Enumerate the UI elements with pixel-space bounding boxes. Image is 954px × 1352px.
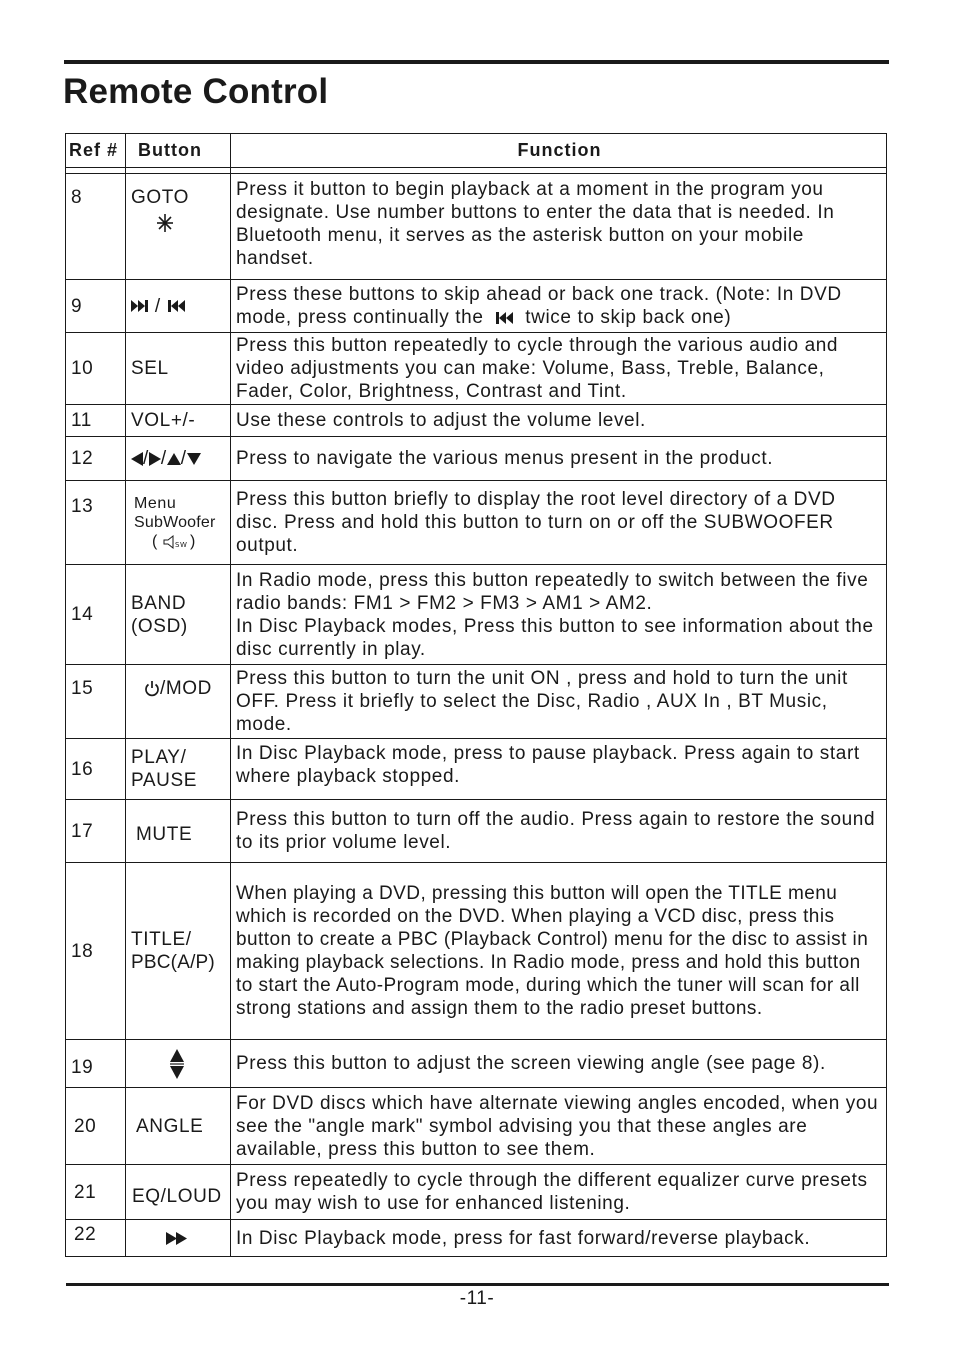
ref-cell: 8: [66, 174, 126, 280]
button-label: Menu: [134, 495, 177, 512]
function-cell: Press this button repeatedly to cycle through the various audio and video adjustments you can make: Volume, Bass, Treble, Balance, Fader, Color, Brightness, Contrast and Tint.: [231, 333, 887, 405]
table-row: [66, 800, 887, 863]
ref-cell: 14: [66, 565, 126, 665]
button-cell: VOL+/-: [126, 405, 231, 437]
ref-cell: 20: [66, 1088, 126, 1165]
table-row: [66, 1165, 887, 1220]
function-text: In Radio mode, press this button repeatedly to switch between the five radio bands: FM1 > FM2 > FM3 > AM1 > AM2.: [236, 569, 869, 614]
top-rule: [64, 60, 889, 64]
function-cell: In Disc Playback mode, press for fast forward/reverse playback.: [231, 1220, 887, 1257]
down-arrow-icon: [187, 453, 201, 465]
header-row: [66, 134, 887, 168]
table-row: [66, 333, 887, 405]
svg-text:SW: SW: [174, 540, 188, 549]
button-cell: ANGLE: [126, 1088, 231, 1165]
ref-cell: 19: [66, 1040, 126, 1088]
button-cell: [126, 1220, 231, 1257]
table-row: [66, 565, 887, 665]
button-cell: [126, 174, 231, 280]
up-arrow-icon: [167, 453, 181, 465]
ref-cell: 18: [66, 863, 126, 1040]
button-cell: [126, 665, 231, 739]
ref-cell: 15: [66, 665, 126, 739]
button-cell: [126, 1040, 231, 1088]
button-label: SubWoofer: [134, 514, 216, 531]
button-cell: / / /: [126, 437, 231, 481]
right-arrow-icon: [149, 452, 161, 466]
function-cell: Press repeatedly to cycle through the different equalizer curve presets you may wish to use for enhanced listening.: [231, 1165, 887, 1220]
table-row: [66, 1220, 887, 1257]
function-text: twice to skip back one): [525, 307, 732, 328]
function-cell: Press it button to begin playback at a moment in the program you designate. Use number buttons to enter the data that is needed. In Bluetooth menu, it serves as the asterisk button on your mobile handset.: [231, 174, 887, 280]
ref-cell: 13: [66, 481, 126, 565]
button-label: GOTO: [131, 187, 189, 208]
button-cell: [126, 280, 231, 333]
function-cell: Press this button to adjust the screen viewing angle (see page 8).: [231, 1040, 887, 1088]
button-cell: [126, 863, 231, 1040]
function-cell: Press this button to turn the unit ON , press and hold to turn the unit OFF. Press it briefly to select the Disc, Radio , AUX In , BT Music, mode.: [231, 665, 887, 739]
table-row: [66, 739, 887, 800]
ref-cell: 16: [66, 739, 126, 800]
page-title: Remote Control: [63, 72, 329, 111]
page-number: -11-: [459, 1288, 495, 1309]
asterisk-icon: [155, 213, 175, 233]
previous-track-icon: [167, 300, 185, 312]
button-cell: [126, 565, 231, 665]
header-ref: Ref #: [66, 134, 126, 168]
function-text: In Disc Playback modes, Press this button to see information about the disc currently in play.: [236, 615, 874, 660]
table-row: [66, 665, 887, 739]
table-row: [66, 174, 887, 280]
button-label: BAND: [131, 592, 187, 614]
bottom-rule: [66, 1283, 889, 1286]
power-icon: [144, 680, 160, 697]
function-cell: In Disc Playback mode, press to pause playback. Press again to start where playback stopped.: [231, 739, 887, 800]
table-row: [66, 863, 887, 1040]
ref-cell: 17: [66, 800, 126, 863]
fast-forward-icon: [166, 1232, 188, 1245]
left-arrow-icon: [131, 452, 143, 466]
button-label: PBC(A/P): [131, 952, 215, 973]
table-row: [66, 1040, 887, 1088]
function-cell: For DVD discs which have alternate viewing angles encoded, when you see the "angle mark" symbol advising you that these angles are available, press this button to see them.: [231, 1088, 887, 1165]
ref-cell: 12: [66, 437, 126, 481]
function-cell: Press to navigate the various menus present in the product.: [231, 437, 887, 481]
function-text: Press these buttons to skip ahead or back one track. (Note: In DVD mode, press continually the: [236, 284, 842, 328]
previous-track-icon: [493, 312, 515, 324]
header-button: Button: [126, 134, 231, 168]
function-cell: Press this button to turn off the audio. Press again to restore the sound to its prior volume level.: [231, 800, 887, 863]
subwoofer-icon: [163, 535, 188, 549]
button-label: TITLE/: [131, 929, 192, 950]
ref-cell: 11: [66, 405, 126, 437]
function-cell: Use these controls to adjust the volume level.: [231, 405, 887, 437]
next-track-icon: [131, 300, 149, 312]
function-cell: Press this button briefly to display the root level directory of a DVD disc. Press and hold this button to turn on or off the SUBWOOFER output.: [231, 481, 887, 565]
table-row: [66, 481, 887, 565]
header-function: Function: [231, 134, 887, 168]
button-separator: /: [154, 295, 161, 317]
remote-control-table: [65, 133, 887, 1257]
ref-cell: 10: [66, 333, 126, 405]
ref-cell: 9: [66, 280, 126, 333]
button-label: (OSD): [131, 615, 188, 637]
button-cell: MUTE: [126, 800, 231, 863]
button-label: PLAY/: [131, 747, 187, 768]
table-row: [66, 405, 887, 437]
table-row: [66, 280, 887, 333]
tilt-up-down-icon: [169, 1048, 185, 1080]
button-label: /MOD: [160, 678, 213, 699]
function-cell: When playing a DVD, pressing this button will open the TITLE menu which is recorded on the DVD. When playing a VCD disc, press this button to create a PBC (Playback Control) menu for the disc to assist in making playback selections. In Radio mode, press and hold this button to start the Auto-Program mode, during which the tuner will scan for all strong stations and assign them to the radio preset buttons.: [231, 863, 887, 1040]
table-row: [66, 437, 887, 481]
button-cell: SEL: [126, 333, 231, 405]
ref-cell: 21: [66, 1165, 126, 1220]
button-label: PAUSE: [131, 770, 198, 791]
button-cell: Menu SubWoofer ( SW ): [126, 481, 231, 565]
table-row: [66, 1088, 887, 1165]
button-cell: [126, 739, 231, 800]
ref-cell: 22: [66, 1220, 126, 1257]
function-cell: [231, 280, 887, 333]
function-cell: [231, 565, 887, 665]
button-cell: EQ/LOUD: [126, 1165, 231, 1220]
